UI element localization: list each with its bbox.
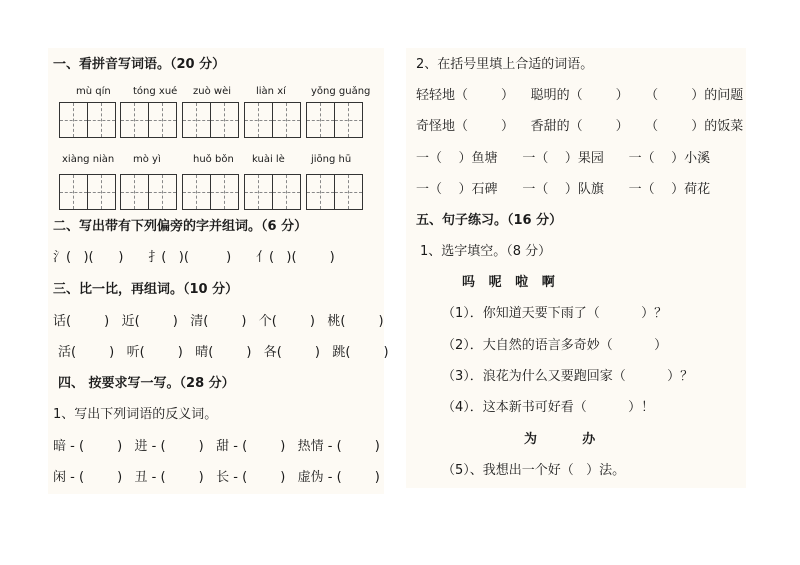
- right-column: [406, 48, 746, 488]
- antonym-row-1: 暗 - ( ) 进 - ( ) 甜 - ( ) 热情 - ( ): [53, 439, 380, 454]
- antonym-row-2: 闲 - ( ) 丑 - ( ) 长 - ( ) 虚伪 - ( ): [53, 470, 380, 485]
- sentence-2: （2）．大自然的语言多奇妙（ ）: [442, 338, 668, 353]
- writing-grid-box[interactable]: [182, 102, 239, 138]
- writing-grid-box[interactable]: [120, 174, 177, 210]
- pinyin-label: zuò wèi: [193, 86, 231, 97]
- fill-words-row-3: 一（ ）鱼塘 一（ ）果园 一（ ）小溪: [416, 151, 711, 166]
- writing-grid-box[interactable]: [244, 102, 301, 138]
- sentence-5: （5）、我想出一个好（ ）法。: [442, 463, 626, 478]
- pinyin-label: kuài lè: [252, 154, 285, 165]
- writing-grid-box[interactable]: [120, 102, 177, 138]
- fill-words-row-2: 奇怪地（ ） 香甜的（ ） （ ）的饭菜: [416, 119, 744, 134]
- section-4-title: 四、 按要求写一写。（28 分）: [58, 376, 235, 391]
- compare-row-1: 话( ) 近( ) 清( ) 个( ) 桃( ): [53, 314, 384, 329]
- radical-exercise-line: 氵( )( ) 扌( )( ) 亻( )( ): [53, 250, 335, 265]
- pinyin-label: liàn xí: [256, 86, 286, 97]
- word-choices-1: 吗 呢 啦 啊: [462, 275, 555, 290]
- pinyin-label: mò yì: [133, 154, 161, 165]
- section-1-title: 一、看拼音写词语。（20 分）: [53, 57, 226, 72]
- writing-grid-box[interactable]: [182, 174, 239, 210]
- pinyin-label: xiàng niàn: [62, 154, 115, 165]
- writing-grid-box[interactable]: [59, 174, 116, 210]
- pinyin-label: tóng xué: [133, 86, 178, 97]
- sentence-4: （4）．这本新书可好看（ ）！: [442, 400, 655, 415]
- pinyin-label: mù qín: [76, 86, 111, 97]
- sentence-1: （1）．你知道天要下雨了（ ）？: [442, 306, 668, 321]
- section-2-title: 二、写出带有下列偏旁的字并组词。（6 分）: [53, 219, 308, 234]
- section-3-title: 三、比一比，再组词。（10 分）: [53, 282, 239, 297]
- compare-row-2: 活( ) 听( ) 晴( ) 各( ) 跳( ): [58, 345, 389, 360]
- fill-words-row-1: 轻轻地（ ） 聪明的（ ） （ ）的问题: [416, 88, 744, 103]
- pinyin-label: yǒng guǎng: [311, 86, 371, 97]
- writing-grid-box[interactable]: [59, 102, 116, 138]
- fill-words-subtitle: 2、在括号里填上合适的词语。: [416, 57, 594, 72]
- pinyin-label: huǒ bǒn: [193, 154, 234, 165]
- word-choices-2: 为 办: [524, 432, 596, 447]
- sentence-3: （3）．浪花为什么又要跑回家（ ）？: [442, 369, 694, 384]
- writing-grid-box[interactable]: [306, 174, 363, 210]
- section-5-subtitle: 1、选字填空。（8 分）: [420, 244, 552, 259]
- fill-words-row-4: 一（ ）石碑 一（ ）队旗 一（ ）荷花: [416, 182, 711, 197]
- section-5-title: 五、句子练习。（16 分）: [416, 213, 563, 228]
- pinyin-label: jiōng hū: [311, 154, 352, 165]
- section-4-subtitle: 1、写出下列词语的反义词。: [53, 407, 218, 422]
- writing-grid-box[interactable]: [244, 174, 301, 210]
- writing-grid-box[interactable]: [306, 102, 363, 138]
